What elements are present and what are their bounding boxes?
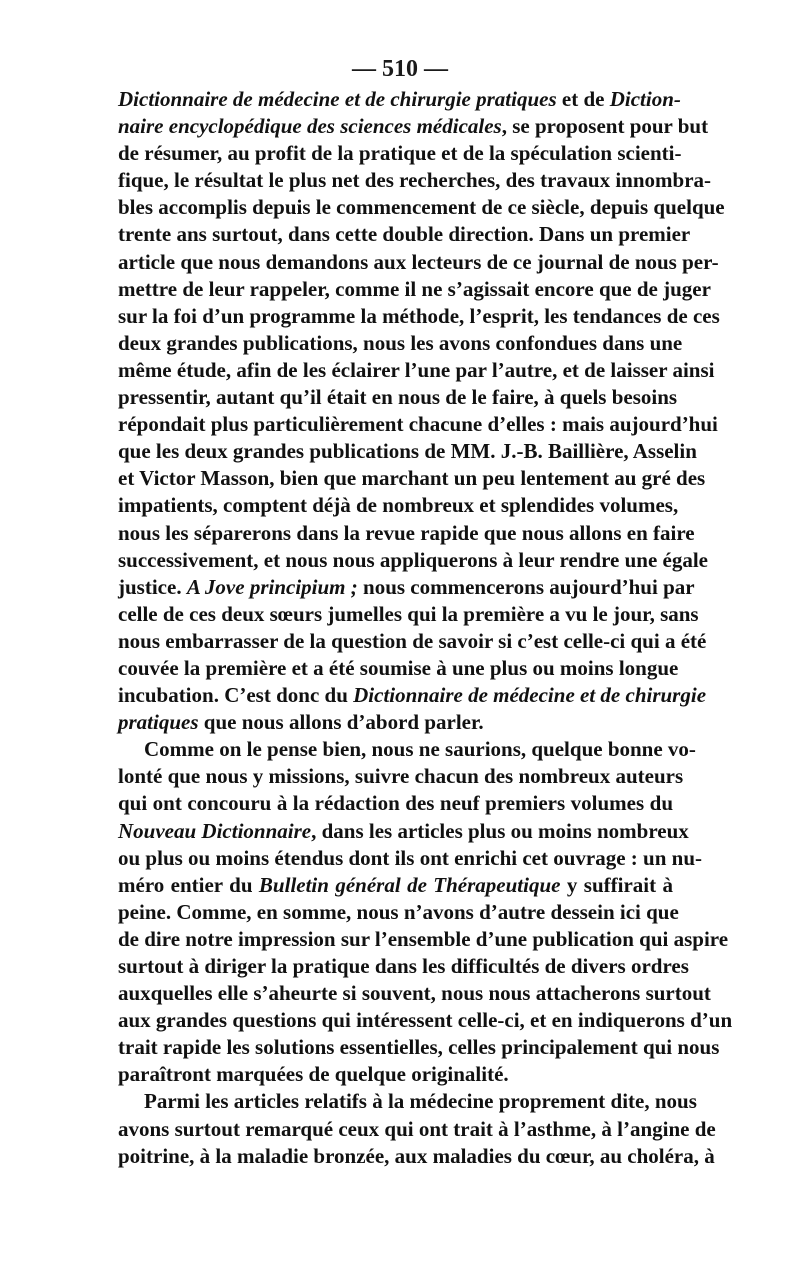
text-segment: couvée la première et a été soumise à une plus ou moins longue [118,655,679,680]
text-segment: bles accomplis depuis le commencement de ce siècle, depuis quelque [118,195,725,220]
text-segment: trente ans surtout, dans cette double direction. Dans un premier [118,222,691,247]
text-segment: aux grandes questions qui intéressent celle-ci, et en indiquerons d’un [118,1008,733,1033]
text-segment: mettre de leur rappeler, comme il ne s’agissait encore que de juger [118,276,711,301]
text-line [118,790,673,817]
text-segment: paraîtront marquées de quelque originalité. [118,1062,509,1087]
text-line [118,818,689,845]
text-line [118,574,695,601]
text-segment: , dans les articles plus ou moins nombreux [311,818,689,843]
text-segment: Comme on le pense bien, nous ne saurions, quelque bonne vo- [144,737,696,762]
text-segment: surtout à diriger la pratique dans les difficultés de divers ordres [118,954,689,978]
text-line [118,601,699,628]
text-segment: , se proposent pour but [501,114,709,139]
paragraph [118,736,733,1088]
text-line [118,384,678,411]
text-line [118,1088,697,1115]
text-line [118,682,707,709]
italic-text: A Jove principium ; [186,574,358,599]
text-line [118,1034,720,1061]
text-segment: Parmi les articles relatifs à la médecine proprement dite, nous [144,1089,697,1114]
text-segment: que nous allons d’abord parler. [198,710,484,735]
text-segment: peine. Comme, en somme, nous n’avons d’autre dessein ici que [118,899,679,924]
text-segment: deux grandes publications, nous les avons confondues dans une [118,330,683,355]
text-line [118,953,689,980]
paragraph [118,1088,716,1169]
text-line [118,167,712,194]
text-segment: qui ont concouru à la rédaction des neuf premiers volumes du [118,791,673,816]
text-line [118,492,679,519]
text-segment: de dire notre impression sur l’ensemble d’une publication qui aspire [118,926,729,951]
text-line [118,438,697,465]
text-line [118,520,695,547]
text-line [118,628,707,655]
italic-text: Nouveau Dictionnaire [118,818,312,843]
text-line [118,113,709,140]
text-segment: trait rapide les solutions essentielles, celles principalement qui nous [118,1035,720,1060]
text-line [118,140,682,167]
text-segment: fique, le résultat le plus net des recherches, des travaux innombra- [118,168,712,193]
text-segment: répondait plus particulièrement chacune d’elles : mais aujourd’hui [118,412,718,437]
text-line [118,330,683,357]
text-segment: poitrine, à la maladie bronzée, aux maladies du cœur, au choléra, à [118,1143,715,1168]
text-segment: lonté que nous y missions, suivre chacun des nombreux auteurs [118,764,684,789]
text-line [118,980,711,1007]
text-line [118,736,696,763]
text-line [118,763,684,790]
text-line [118,194,725,221]
text-segment: successivement, et nous nous appliquerons à leur rendre une égale [118,547,708,572]
text-segment: nous commencerons aujourd’hui par [357,574,695,599]
text-segment: article que nous demandons aux lecteurs de ce journal de nous per- [118,249,719,274]
text-segment: que les deux grandes publications de MM. J.-B. Baillière, Asselin [118,439,697,464]
text-line [118,303,720,330]
text-line [118,547,708,574]
text-segment: nous embarrasser de la question de savoir si c’est celle-ci qui a été [118,628,707,653]
text-segment: justice. [118,574,187,599]
text-line [118,1143,715,1170]
text-line [118,926,729,953]
text-segment: méro entier du [118,872,259,897]
text-segment: nous les séparerons dans la revue rapide que nous allons en faire [118,520,695,545]
text-segment: ou plus ou moins étendus dont ils ont enrichi cet ouvrage : un nu- [118,845,703,870]
text-segment: pressentir, autant qu’il était en nous de le faire, à quels besoins [118,385,678,410]
italic-text: Dictionnaire de médecine et de chirurgie [353,683,707,708]
text-line [118,872,673,899]
text-segment: impatients, comptent déjà de nombreux et splendides volumes, [118,493,679,518]
page-body [118,86,733,1170]
text-segment: auxquelles elle s’aheurte si souvent, nous nous attacherons surtout [118,981,711,1006]
text-segment: et Victor Masson, bien que marchant un peu lentement au gré des [118,466,706,491]
italic-text: Dictionnaire de médecine et de chirurgie pratiques [118,87,557,111]
text-segment: avons surtout remarqué ceux qui ont trait à l’asthme, à l’angine de [118,1116,716,1141]
italic-text: pratiques [118,710,199,735]
text-segment: celle de ces deux sœurs jumelles qui la première a vu le jour, sans [118,601,699,626]
text-line [118,276,711,303]
text-line [118,465,706,492]
text-segment: y suffirait à [560,872,673,897]
text-segment: sur la foi d’un programme la méthode, l’esprit, les tendances de ces [118,303,720,328]
italic-text: Diction- [609,87,681,111]
paragraph [118,86,725,736]
page-number: — 510 — [352,56,448,82]
text-line [118,249,719,276]
italic-text: Bulletin général de Thérapeutique [258,872,561,897]
text-line [118,845,703,872]
text-line [118,1007,733,1034]
text-segment: même étude, afin de les éclairer l’une par l’autre, et de laisser ainsi [118,357,715,382]
text-line [118,1061,673,1088]
text-line [118,655,679,682]
text-segment: et de [556,87,610,111]
italic-text: naire encyclopédique des sciences médicales [118,114,502,139]
text-line [118,1116,716,1143]
text-segment: de résumer, au profit de la pratique et de la spéculation scienti- [118,141,682,166]
text-line [118,411,718,438]
text-line [118,86,681,113]
text-line [118,709,673,736]
text-segment: incubation. C’est donc du [118,683,354,708]
text-line [118,899,679,926]
text-line [118,221,691,248]
text-line [118,357,715,384]
